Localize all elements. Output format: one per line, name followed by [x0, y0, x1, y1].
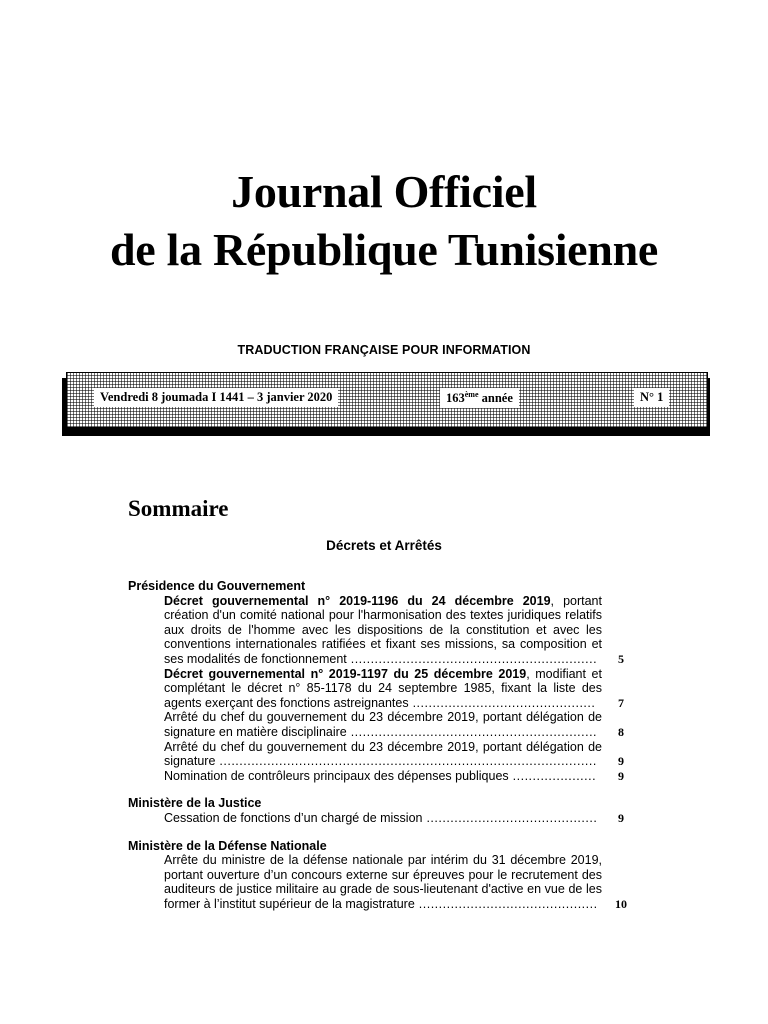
- leader-dots: ...........................................: [422, 810, 598, 825]
- toc-entry[interactable]: [164, 810, 624, 826]
- leader-dots: .....................: [508, 768, 597, 783]
- entry-text: Arrêté du chef du gouvernement du 23 décembre 2019, portant délégation de signature: [164, 739, 602, 769]
- entry-decree-title: Décret gouvernemental n° 2019-1197 du 25 décembre 2019: [164, 666, 527, 681]
- entry-text: , modifiant et complétant le décret n° 85-1178 du 24 septembre 1985, fixant la liste des agents exerçant des fonctions astreignantes: [164, 666, 602, 710]
- toc-group: [128, 796, 632, 825]
- entry-decree-title: Décret gouvernemental n° 2019-1196 du 24 décembre 2019: [164, 593, 551, 608]
- ministry-heading: Ministère de la Justice: [128, 796, 262, 811]
- entry-page-number: 9: [618, 754, 624, 769]
- entry-text: Arrêté du chef du gouvernement du 23 décembre 2019, portant délégation de signature en matière disciplinaire: [164, 710, 602, 739]
- toc-entry[interactable]: [164, 768, 624, 784]
- section-title: Décrets et Arrêtés: [326, 538, 442, 553]
- entry-page-number: 8: [618, 724, 624, 739]
- translation-note: TRADUCTION FRANÇAISE POUR INFORMATION: [237, 343, 531, 357]
- table-of-contents: [128, 579, 632, 924]
- entry-page-number: 10: [615, 896, 627, 911]
- toc-group: [128, 579, 632, 783]
- ministry-heading: Ministère de la Défense Nationale: [128, 838, 327, 853]
- issue-year: [440, 388, 519, 408]
- entry-page-number: 5: [618, 651, 624, 666]
- leader-dots: ..............................................: [408, 695, 596, 710]
- issue-year-suffix: ème: [464, 390, 479, 399]
- journal-title-line1: Journal Officiel: [231, 166, 537, 217]
- entry-page-number: 9: [618, 768, 624, 783]
- leader-dots: ..............................................................: [346, 651, 598, 666]
- leader-dots: ...............................................................................................: [215, 754, 597, 769]
- entry-text: Cessation de fonctions d’un chargé de mission: [164, 810, 423, 825]
- journal-title-line2: de la République Tunisienne: [110, 224, 658, 275]
- summary-heading: Sommaire: [128, 496, 229, 521]
- leader-dots: .............................................: [414, 896, 598, 911]
- entry-page-number: 7: [618, 695, 624, 710]
- issue-year-word: année: [481, 391, 513, 406]
- toc-entry[interactable]: [164, 666, 624, 711]
- ministry-heading: Présidence du Gouvernement: [128, 579, 306, 593]
- entry-text: Nomination de contrôleurs principaux des dépenses publiques: [164, 768, 509, 783]
- issue-date: Vendredi 8 joumada I 1441 – 3 janvier 2020: [94, 388, 338, 407]
- entry-text: Arrête du ministre de la défense nationale par intérim du 31 décembre 2019, portant ouverture d’un concours externe sur épreuves pour le recrutement des auditeurs de justice militaire au grade de sous-lieutenant d'active en vue de les former à l’institut supérieur de la magistrature: [164, 853, 602, 911]
- entry-page-number: 9: [618, 810, 624, 825]
- toc-group: [128, 839, 632, 912]
- issue-info: [74, 384, 694, 414]
- toc-entry[interactable]: [164, 710, 624, 739]
- issue-year-number: 163: [446, 391, 465, 406]
- toc-entry[interactable]: [164, 739, 624, 769]
- toc-entry[interactable]: [164, 853, 627, 911]
- toc-entry[interactable]: [164, 593, 624, 667]
- entry-text: , portant création d'un comité national pour l'harmonisation des textes juridiques relatifs aux droits de l'homme avec les dispositions de la constitution et avec les conventions internationales ratifiées et fixant ses missions, sa composition et ses modalités de fonctionnement: [164, 593, 602, 666]
- leader-dots: ..............................................................: [346, 724, 598, 739]
- issue-number: N° 1: [634, 388, 669, 407]
